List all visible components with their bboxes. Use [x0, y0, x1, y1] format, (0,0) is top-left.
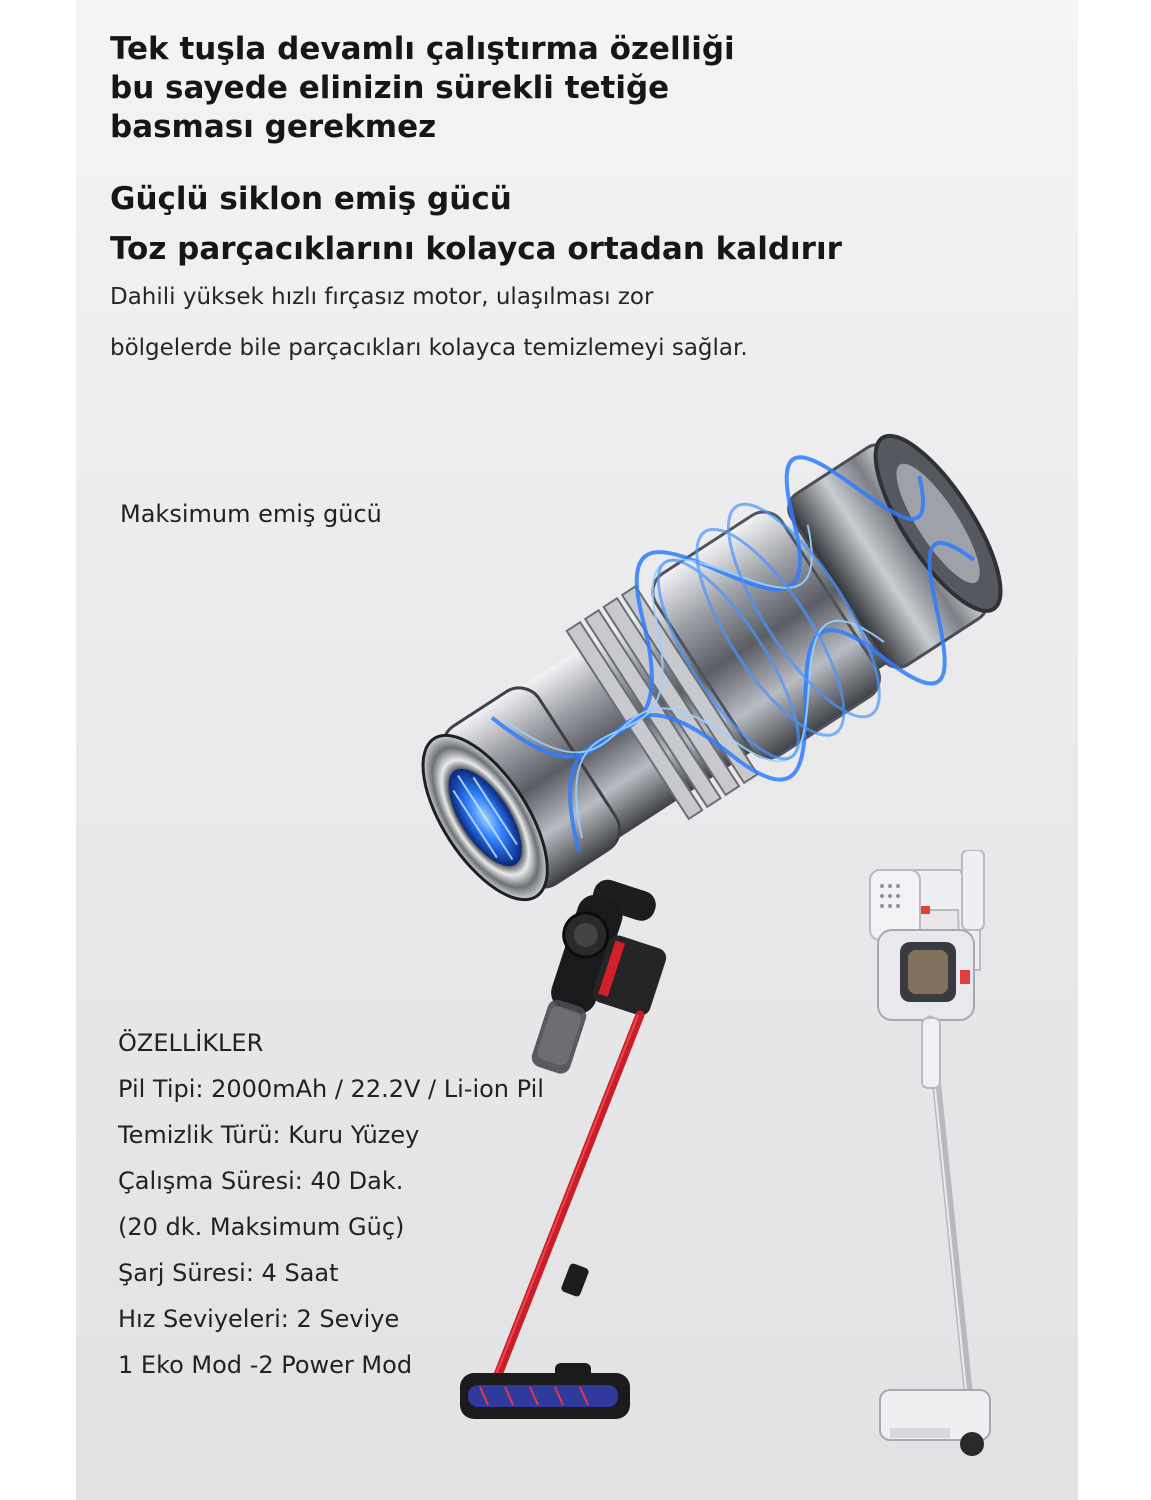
headline-line: Tek tuşla devamlı çalıştırma özelliği	[110, 31, 735, 67]
subheadline-line: Toz parçacıklarını kolayca ortadan kaldırır	[110, 231, 842, 267]
headline-line: bu sayede elinizin sürekli tetiğe	[110, 70, 670, 106]
specs-list	[118, 1020, 544, 1388]
headline-line: basması gerekmez	[110, 109, 437, 145]
white-vacuum-image	[860, 850, 1010, 1470]
right-margin	[1078, 0, 1151, 1500]
spec-item: Temizlik Türü: Kuru Yüzey	[118, 1121, 420, 1149]
spec-item: Pil Tipi: 2000mAh / 22.2V / Li-ion Pil	[118, 1075, 544, 1103]
motor-callout: Maksimum emiş gücü	[120, 500, 382, 528]
spec-item: Çalışma Süresi: 40 Dak.	[118, 1167, 404, 1195]
subheadline-line: Güçlü siklon emiş gücü	[110, 181, 512, 217]
spec-item: (20 dk. Maksimum Güç)	[118, 1213, 405, 1241]
spec-item: Şarj Süresi: 4 Saat	[118, 1259, 339, 1287]
left-margin	[0, 0, 76, 1500]
spec-item: 1 Eko Mod -2 Power Mod	[118, 1351, 413, 1379]
description	[110, 272, 930, 374]
subheadline	[110, 174, 842, 274]
specs-title: ÖZELLİKLER	[118, 1029, 264, 1057]
spec-item: Hız Seviyeleri: 2 Seviye	[118, 1305, 400, 1333]
description-line: bölgelerde bile parçacıkları kolayca temizlemeyi sağlar.	[110, 335, 748, 361]
headline	[110, 30, 735, 147]
description-line: Dahili yüksek hızlı fırçasız motor, ulaşılması zor	[110, 284, 654, 310]
